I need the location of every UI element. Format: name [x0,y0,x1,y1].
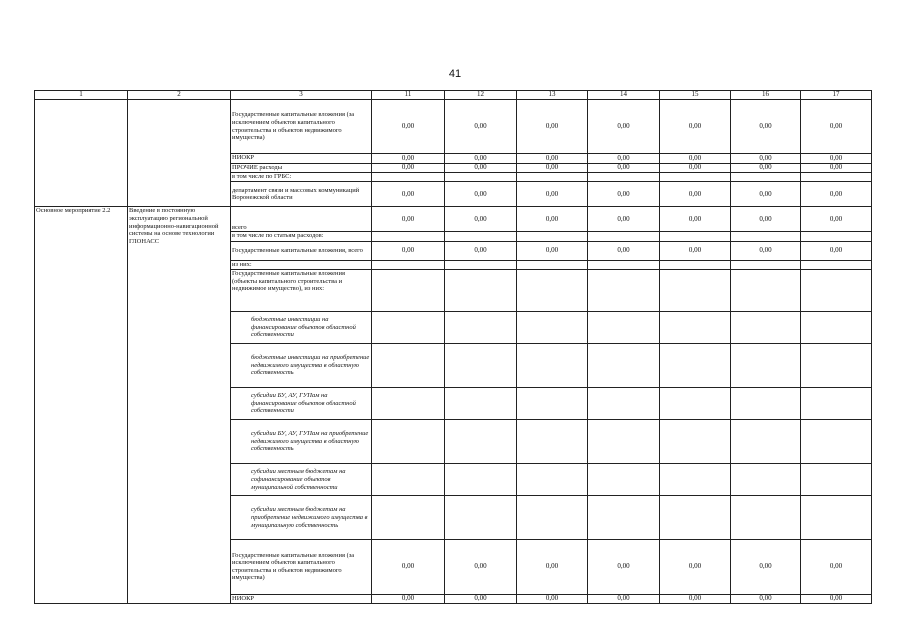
header-row [35,91,872,100]
value-cell: 0,00 [660,163,731,172]
col-header-16: 16 [731,91,801,100]
page-number: 41 [448,68,462,80]
value-cell: 0,00 [801,182,872,207]
row-label: в том числе по статьям расходов: [231,232,372,241]
budget-table [34,90,872,604]
value-cell: 0,00 [801,594,872,604]
value-cell: 0,00 [660,154,731,163]
value-cell: 0,00 [588,99,660,153]
value-cell: 0,00 [588,163,660,172]
row-label: субсидии БУ, АУ, ГУПам на финансирование объектов областной собственности [231,387,372,419]
value-cell: 0,00 [445,207,517,232]
value-cell: 0,00 [517,99,588,153]
col-header-12: 12 [445,91,517,100]
row-label: субсидии местным бюджетам на приобретение недвижимого имущества в муниципальную собственность [231,496,372,540]
row-label: ПРОЧИЕ расходы [231,163,372,172]
row-label: Государственные капитальные вложения (за исключением объектов капитального строительства и объектов недвижимого имущества) [231,540,372,594]
row-label: всего [231,207,372,232]
row-label: НИОКР [231,594,372,604]
col-header-2: 2 [128,91,231,100]
value-cell: 0,00 [588,594,660,604]
col-header-13: 13 [517,91,588,100]
value-cell: 0,00 [660,540,731,594]
value-cell: 0,00 [445,99,517,153]
col-header-3: 3 [231,91,372,100]
value-cell: 0,00 [801,154,872,163]
row-label: Государственные капитальные вложения (за исключением объектов капитального строительства и объектов недвижимого имущества) [231,99,372,153]
value-cell: 0,00 [372,163,445,172]
value-cell: 0,00 [731,154,801,163]
measure-description: Введение в постоянную эксплуатацию региональной информационно-навигационной системы на основе технологии ГЛОНАСС [128,207,231,604]
col-header-17: 17 [801,91,872,100]
col-header-14: 14 [588,91,660,100]
col-header-15: 15 [660,91,731,100]
value-cell: 0,00 [445,163,517,172]
row-label: субсидии местным бюджетам на софинансирование объектов муниципальной собственности [231,464,372,496]
value-cell: 0,00 [801,99,872,153]
value-cell: 0,00 [660,241,731,260]
value-cell: 0,00 [517,182,588,207]
value-cell: 0,00 [517,154,588,163]
value-cell: 0,00 [588,540,660,594]
measure-name: Основное мероприятие 2.2 [35,207,128,604]
value-cell: 0,00 [445,241,517,260]
value-cell: 0,00 [372,594,445,604]
value-cell: 0,00 [731,207,801,232]
value-cell: 0,00 [731,182,801,207]
value-cell: 0,00 [372,207,445,232]
value-cell: 0,00 [372,540,445,594]
value-cell: 0,00 [372,241,445,260]
value-cell: 0,00 [445,182,517,207]
value-cell: 0,00 [731,99,801,153]
value-cell: 0,00 [588,182,660,207]
value-cell: 0,00 [372,154,445,163]
value-cell: 0,00 [801,207,872,232]
value-cell: 0,00 [372,182,445,207]
row-label: Государственные капитальные вложения (объекты капитального строительства и недвижимое имущество), из них: [231,270,372,312]
value-cell: 0,00 [517,207,588,232]
value-cell: 0,00 [731,241,801,260]
table-row [35,99,872,153]
value-cell: 0,00 [445,154,517,163]
value-cell: 0,00 [801,241,872,260]
row-label: из них: [231,260,372,269]
value-cell: 0,00 [660,594,731,604]
value-cell: 0,00 [445,594,517,604]
value-cell: 0,00 [660,99,731,153]
value-cell: 0,00 [517,594,588,604]
value-cell: 0,00 [801,163,872,172]
value-cell: 0,00 [801,540,872,594]
value-cell: 0,00 [660,182,731,207]
value-cell: 0,00 [445,540,517,594]
row-label: бюджетные инвестиции на приобретение недвижимого имущества в областную собственность [231,344,372,388]
value-cell: 0,00 [660,207,731,232]
value-cell: 0,00 [517,540,588,594]
value-cell: 0,00 [731,594,801,604]
value-cell: 0,00 [372,99,445,153]
row-label: субсидии БУ, АУ, ГУПам на приобретение недвижимого имущества в областную собственность [231,420,372,464]
value-cell: 0,00 [731,540,801,594]
value-cell: 0,00 [588,241,660,260]
row-label: бюджетные инвестиции на финансирование объектов областной собственности [231,311,372,343]
value-cell: 0,00 [588,154,660,163]
row-label: департамент связи и массовых коммуникаций Воронежской области [231,182,372,207]
row-label: Государственные капитальные вложения, всего [231,241,372,260]
value-cell: 0,00 [731,163,801,172]
row-label: в том числе по ГРБС: [231,172,372,181]
col-header-11: 11 [372,91,445,100]
measure-desc-cell [128,99,231,206]
measure-name-cell [35,99,128,206]
col-header-1: 1 [35,91,128,100]
value-cell: 0,00 [588,207,660,232]
value-cell: 0,00 [517,163,588,172]
value-cell: 0,00 [517,241,588,260]
row-label: НИОКР [231,154,372,163]
table-row [35,207,872,232]
